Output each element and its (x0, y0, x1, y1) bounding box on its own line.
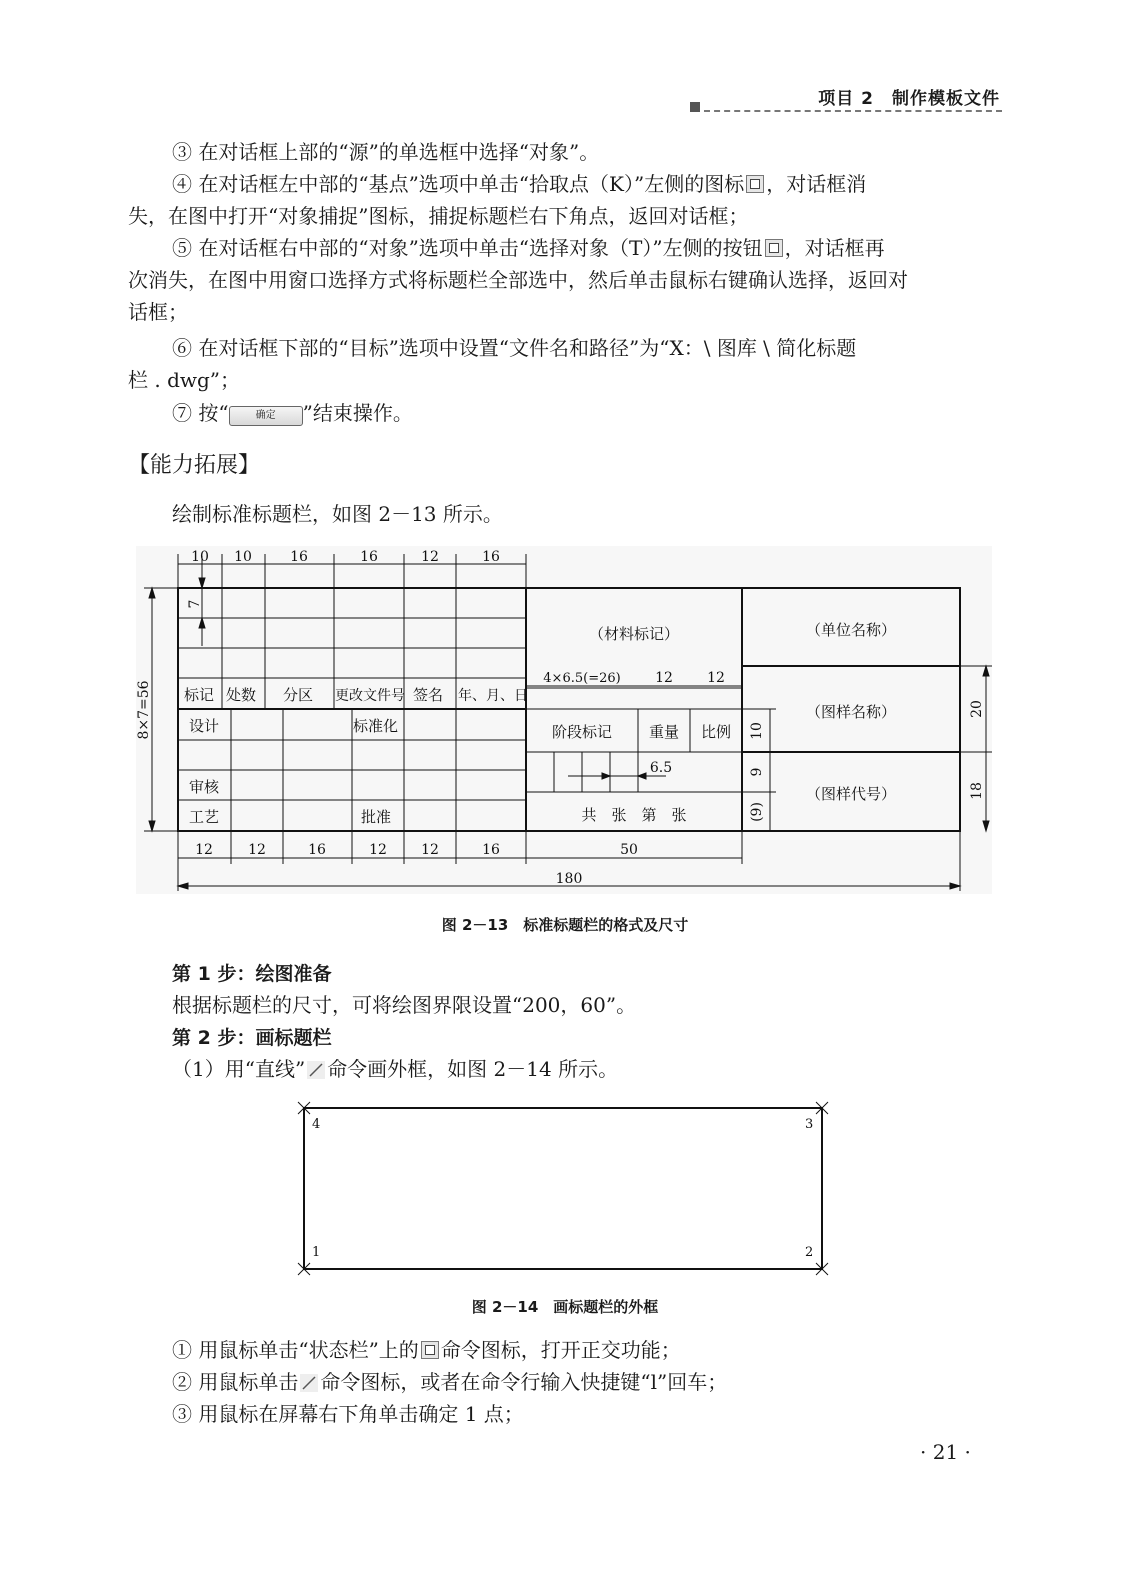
dim-mid-1: 4×6.5(=26) (543, 671, 621, 686)
cell-gongyi: 工艺 (189, 808, 220, 826)
dim-left-total: 8×7=56 (136, 680, 152, 740)
frame-rectangle (304, 1108, 822, 1269)
dim-top-5: 12 (421, 549, 439, 565)
paragraph-4-text-b: ，对话框消 (766, 172, 867, 196)
dim-bottom-7: 50 (620, 842, 638, 858)
cell-biaozhunhua: 标准化 (353, 717, 399, 735)
pick-point-icon (746, 175, 764, 193)
cell-gongzhang: 共 张 第 张 (581, 806, 687, 824)
paragraph-6-line-2: 栏 . dwg”； (128, 368, 241, 392)
cell-zhongliang: 重量 (648, 723, 680, 741)
cell-chushu: 处数 (226, 686, 257, 704)
dim-mid-3: 12 (707, 670, 725, 686)
cell-qianming: 签名 (413, 686, 444, 704)
cell-biaoji: 标记 (184, 686, 215, 704)
paragraph-3: ③ 在对话框上部的“源”的单选框中选择“对象”。 (172, 140, 600, 164)
dim-v10: 10 (749, 722, 765, 740)
list-item-1-text-b: 命令图标，打开正交功能； (440, 1338, 681, 1362)
dim-right-20: 20 (969, 700, 985, 718)
dim-bottom-5: 12 (421, 842, 439, 858)
header-square (690, 102, 700, 112)
cell-tuyang-daihao: （图样代号） (805, 785, 897, 803)
dim-right-18: 18 (969, 782, 985, 800)
cell-genggai: 更改文件号 (335, 688, 405, 704)
dim-total: 180 (555, 871, 583, 887)
list-item-1-text-a: ① 用鼠标单击“状态栏”上的 (172, 1338, 419, 1362)
list-item-2-text-b: 命令图标，或者在命令行输入快捷键“l”回车； (320, 1370, 728, 1394)
dim-bottom-6: 16 (482, 842, 500, 858)
paragraph-4-line-2: 失，在图中打开“对象捕捉”图标，捕捉标题栏右下角点，返回对话框； (128, 204, 749, 228)
paragraph-5-text-a: ⑤ 在对话框右中部的“对象”选项中单击“选择对象（T）”左侧的按钮 (172, 236, 763, 260)
paragraph-4-line-1 (172, 168, 866, 200)
cell-sheji: 设计 (189, 717, 220, 735)
paragraph-7-text-b: ”结束操作。 (302, 401, 413, 425)
dim-bottom-1: 12 (195, 842, 213, 858)
dim-top-6: 16 (482, 549, 500, 565)
step-2-text (172, 1053, 618, 1085)
dim-top-1: 10 (191, 549, 209, 565)
corner-1: 1 (312, 1245, 321, 1260)
dim-bottom-2: 12 (248, 842, 266, 858)
line-command-icon (307, 1061, 325, 1079)
corner-3: 3 (805, 1117, 814, 1132)
dim-top-2: 10 (234, 549, 252, 565)
intro-text: 绘制标准标题栏，如图 2－13 所示。 (172, 502, 503, 526)
dim-bottom-3: 16 (308, 842, 326, 858)
dim-top-3: 16 (290, 549, 308, 565)
section-title: 【能力拓展】 (128, 453, 261, 478)
dim-v9: 9 (749, 767, 765, 777)
cell-nianyueri: 年、月、日 (458, 688, 528, 704)
step-2-text-b: 命令画外框，如图 2－14 所示。 (327, 1057, 619, 1081)
dim-mid-2: 12 (655, 670, 673, 686)
step-1-title: 第 1 步：绘图准备 (172, 963, 332, 985)
outer-frame-drawing (294, 1098, 834, 1280)
cell-shenhe: 审核 (189, 778, 220, 796)
dim-top-4: 16 (360, 549, 378, 565)
cell-pizhun: 批准 (361, 808, 392, 826)
step-2-title: 第 2 步：画标题栏 (172, 1027, 332, 1049)
dim-65: 6.5 (649, 760, 673, 776)
paragraph-5-line-1 (172, 232, 885, 264)
cell-danwei: （单位名称） (805, 621, 897, 639)
paragraph-4-text-a: ④ 在对话框左中部的“基点”选项中单击“拾取点（K）”左侧的图标 (172, 172, 745, 196)
dim-bottom-4: 12 (369, 842, 387, 858)
paragraph-7 (172, 397, 413, 429)
paragraph-5-text-b: ，对话框再 (784, 236, 885, 260)
header-rule (704, 110, 1002, 112)
paragraph-5-line-2: 次消失，在图中用窗口选择方式将标题栏全部选中，然后单击鼠标右键确认选择，返回对 (128, 268, 908, 292)
select-objects-icon (765, 239, 783, 257)
paragraph-7-text-a: ⑦ 按“ (172, 401, 229, 425)
page-number: · 21 · (920, 1440, 971, 1464)
line-command-icon (300, 1374, 318, 1392)
paragraph-5-line-3: 话框； (128, 300, 188, 324)
list-item-1 (172, 1334, 681, 1366)
running-header: 项目 2 制作模板文件 (818, 89, 1000, 109)
cell-jieduan: 阶段标记 (551, 723, 613, 741)
cell-bili: 比例 (700, 723, 732, 741)
list-item-2-text-a: ② 用鼠标单击 (172, 1370, 299, 1394)
dim-seven: 7 (187, 599, 203, 609)
list-item-2 (172, 1366, 727, 1398)
dim-v9b: (9) (749, 802, 765, 822)
step-2-text-a: （1）用“直线” (172, 1057, 306, 1081)
figure-2-14-caption: 图 2－14 画标题栏的外框 (471, 1298, 659, 1316)
corner-2: 2 (805, 1245, 814, 1260)
cell-cailiao: （材料标记） (588, 625, 680, 643)
paragraph-6-line-1: ⑥ 在对话框下部的“目标”选项中设置“文件名和路径”为“X：\ 图库 \ 简化标题 (172, 336, 857, 360)
list-item-3: ③ 用鼠标在屏幕右下角单击确定 1 点； (172, 1402, 524, 1426)
title-block-drawing (136, 546, 992, 894)
ok-button-image: 确定 (229, 406, 303, 426)
step-1-text: 根据标题栏的尺寸，可将绘图界限设置“200，60”。 (172, 993, 637, 1017)
cell-tuyang-mingcheng: （图样名称） (805, 703, 897, 721)
corner-4: 4 (312, 1117, 321, 1132)
figure-2-13-caption: 图 2－13 标准标题栏的格式及尺寸 (441, 916, 689, 934)
cell-fenqu: 分区 (283, 686, 314, 704)
ortho-mode-icon (421, 1341, 439, 1359)
